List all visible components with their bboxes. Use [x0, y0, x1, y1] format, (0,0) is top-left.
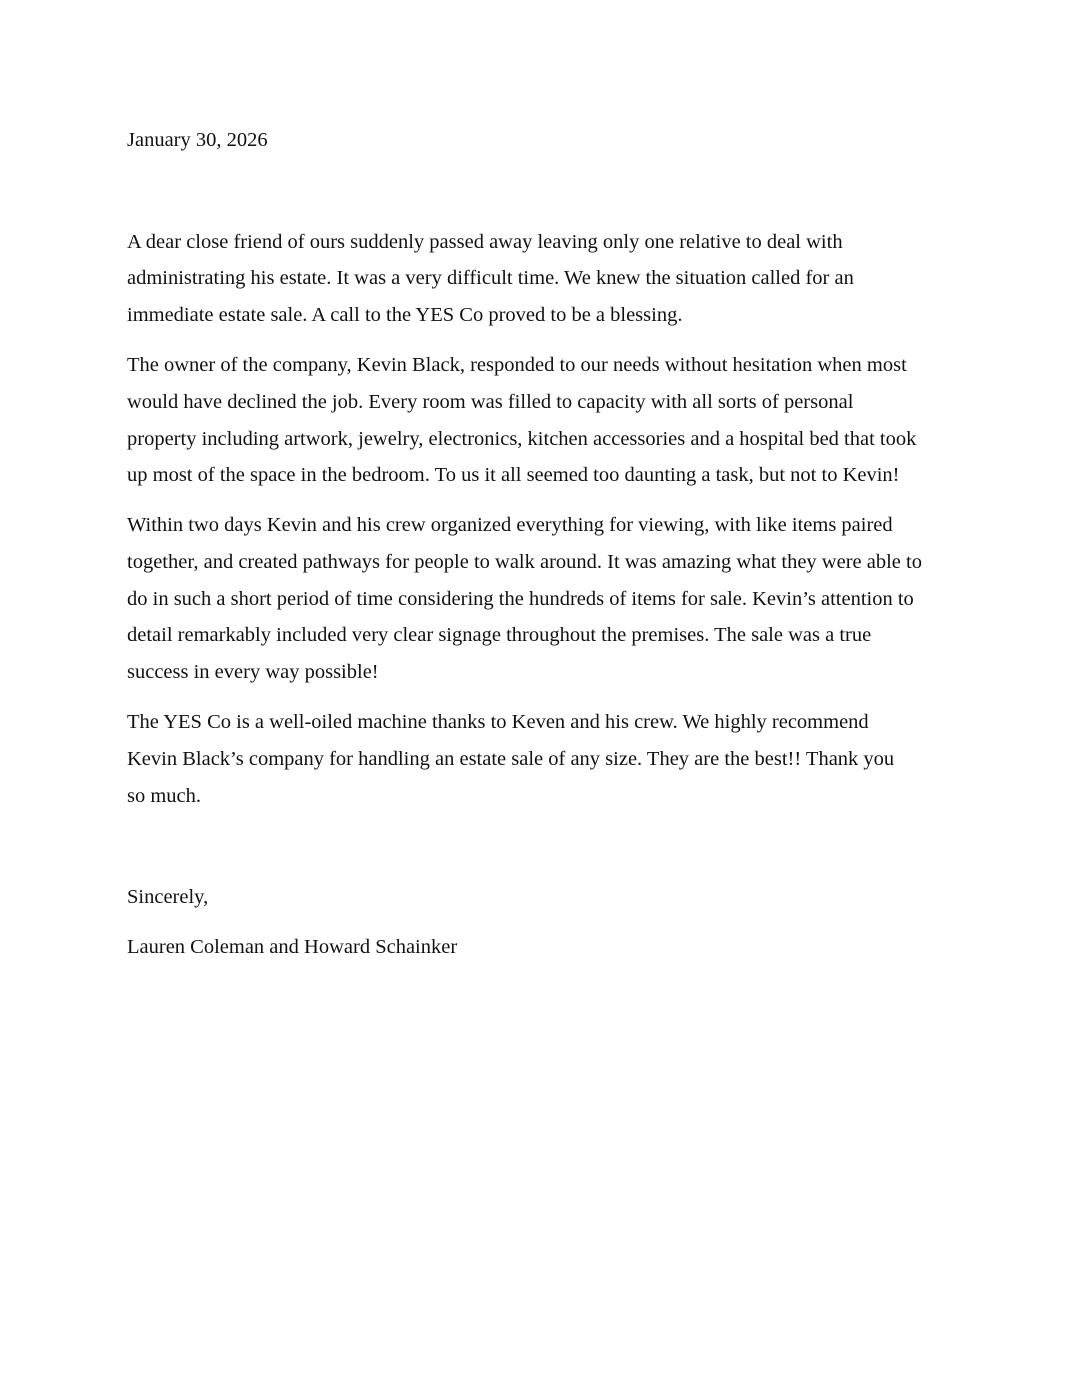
paragraph-line: detail remarkably included very clear signage throughout the premises. The sale was a true	[127, 624, 872, 646]
paragraph-line: together, and created pathways for people to walk around. It was amazing what they were able to	[127, 551, 922, 573]
paragraph-line: The owner of the company, Kevin Black, responded to our needs without hesitation when most	[127, 354, 907, 376]
paragraph-line: A dear close friend of ours suddenly passed away leaving only one relative to deal with	[127, 231, 843, 253]
paragraph-line: would have declined the job. Every room was filled to capacity with all sorts of personal	[127, 391, 854, 413]
paragraph-line: Within two days Kevin and his crew organized everything for viewing, with like items paired	[127, 514, 893, 536]
letter-signatories: Lauren Coleman and Howard Schainker	[127, 936, 458, 958]
paragraph-line: immediate estate sale. A call to the YES Co proved to be a blessing.	[127, 304, 683, 326]
paragraph-line: so much.	[127, 785, 202, 807]
paragraph-line: administrating his estate. It was a very difficult time. We knew the situation called for an	[127, 267, 854, 289]
paragraph-line: Kevin Black’s company for handling an estate sale of any size. They are the best!! Thank you	[127, 748, 895, 770]
paragraph-line: success in every way possible!	[127, 661, 379, 683]
paragraph-line: The YES Co is a well-oiled machine thanks to Keven and his crew. We highly recommend	[127, 711, 869, 733]
letter-closing: Sincerely,	[127, 886, 209, 908]
paragraph-line: up most of the space in the bedroom. To us it all seemed too daunting a task, but not to Kevin!	[127, 464, 900, 486]
paragraph-line: property including artwork, jewelry, electronics, kitchen accessories and a hospital bed that took	[127, 428, 917, 450]
paragraph-line: do in such a short period of time considering the hundreds of items for sale. Kevin’s attention to	[127, 588, 914, 610]
letter-date: January 30, 2026	[127, 129, 268, 151]
